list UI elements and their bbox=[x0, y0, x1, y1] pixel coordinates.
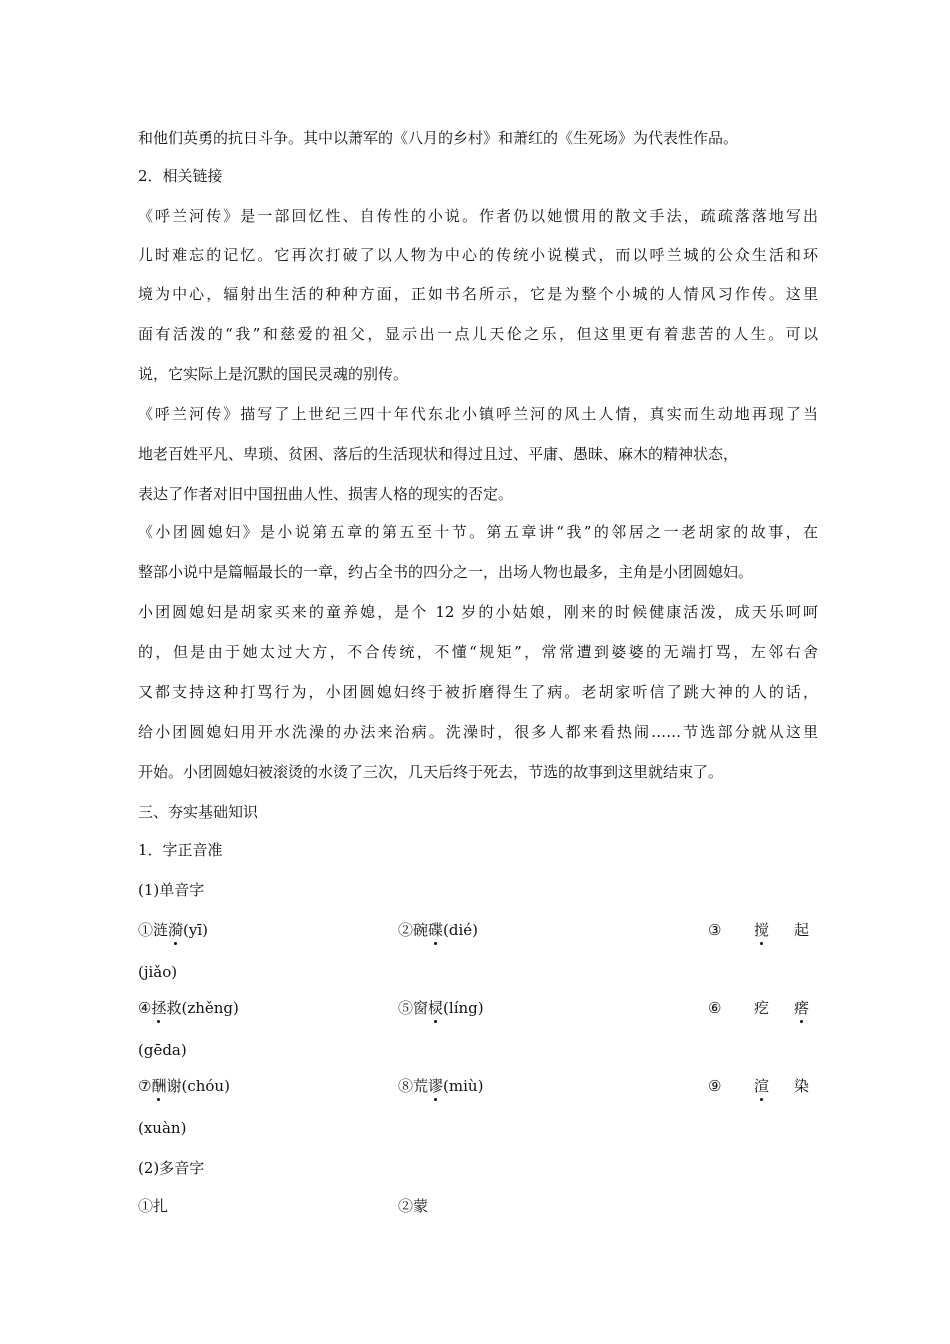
pron-item-char: 搅 bbox=[754, 921, 770, 939]
paragraph-line: 的，但是由于她太过大方，不合传统，不懂“规矩”，常常遭到婆婆的无端打骂，左邻右舍 bbox=[138, 643, 818, 661]
paragraph-line: 面有活泼的“我”和慈爱的祖父，显示出一点儿天伦之乐，但这里更有着悲苦的人生。可以 bbox=[138, 325, 818, 343]
multi-item: ②蒙 bbox=[398, 1197, 429, 1215]
section-heading: 三、夯实基础知识 bbox=[138, 803, 259, 821]
paragraph-line: 《呼兰河传》是一部回忆性、自传性的小说。作者仍以她惯用的散文手法，疏疏落落地写出 bbox=[138, 207, 818, 225]
subsection-heading: 1．字正音准 bbox=[138, 841, 223, 859]
paragraph-line: 儿时难忘的记忆。它再次打破了以人物为中心的传统小说模式，而以呼兰城的公众生活和环 bbox=[138, 246, 818, 264]
section-heading: 2．相关链接 bbox=[138, 167, 223, 185]
pron-item: ①涟漪(yī) bbox=[138, 921, 209, 939]
pron-item: ②碗碟(dié) bbox=[398, 921, 479, 939]
pron-item-char: 疙 bbox=[754, 999, 770, 1017]
pron-item: ⑧荒谬(miù) bbox=[398, 1077, 484, 1095]
paragraph-line: 说，它实际上是沉默的国民灵魂的别传。 bbox=[138, 365, 409, 383]
paragraph-line: 表达了作者对旧中国扭曲人性、损害人格的现实的否定。 bbox=[138, 485, 514, 503]
pron-item-number: ③ bbox=[708, 921, 722, 939]
paragraph-line: 地老百姓平凡、卑琐、贫困、落后的生活现状和得过且过、平庸、愚昧、麻木的精神状态， bbox=[138, 445, 739, 463]
pron-item-char: 起 bbox=[794, 921, 810, 939]
paragraph-line: 又都支持这种打骂行为，小团圆媳妇终于被折磨得生了病。老胡家听信了跳大神的人的话， bbox=[138, 683, 818, 701]
pron-item-char: 渲 bbox=[754, 1077, 770, 1095]
pron-item-number: ⑥ bbox=[708, 999, 722, 1017]
paragraph-line: 境为中心，辐射出生活的种种方面，正如书名所示，它是为整个小城的人情风习作传。这里 bbox=[138, 285, 818, 303]
paragraph-line: 《呼兰河传》描写了上世纪三四十年代东北小镇呼兰河的风土人情，真实而生动地再现了当 bbox=[138, 405, 818, 423]
pron-item-pinyin: (gēda) bbox=[138, 1041, 187, 1059]
pron-item-char: 瘩 bbox=[794, 999, 810, 1017]
pron-item-pinyin: (jiǎo) bbox=[138, 963, 178, 981]
pron-item-number: ⑨ bbox=[708, 1077, 722, 1095]
subsection-heading: (2)多音字 bbox=[138, 1159, 205, 1177]
paragraph-line: 整部小说中是篇幅最长的一章，约占全书的四分之一，出场人物也最多，主角是小团圆媳妇。 bbox=[138, 563, 754, 581]
pron-item: ⑦酬谢(chóu) bbox=[138, 1077, 230, 1095]
pron-item: ⑤窗棂(líng) bbox=[398, 999, 484, 1017]
pron-item-char: 染 bbox=[794, 1077, 810, 1095]
multi-item: ①扎 bbox=[138, 1197, 169, 1215]
paragraph-line: 开始。小团圆媳妇被滚烫的水烫了三次，几天后终于死去，节选的故事到这里就结束了。 bbox=[138, 763, 724, 781]
subsection-heading: (1)单音字 bbox=[138, 881, 205, 899]
paragraph-line: 小团圆媳妇是胡家买来的童养媳，是个 12 岁的小姑娘，刚来的时候健康活泼，成天乐呵呵 bbox=[138, 603, 818, 621]
pron-item-pinyin: (xuàn) bbox=[138, 1119, 187, 1137]
pron-item: ④拯救(zhěng) bbox=[138, 999, 239, 1017]
paragraph-line: 和他们英勇的抗日斗争。其中以萧军的《八月的乡村》和萧红的《生死场》为代表性作品。 bbox=[138, 129, 739, 147]
paragraph-line: 《小团圆媳妇》是小说第五章的第五至十节。第五章讲“我”的邻居之一老胡家的故事，在 bbox=[138, 523, 818, 541]
paragraph-line: 给小团圆媳妇用开水洗澡的办法来治病。洗澡时，很多人都来看热闹……节选部分就从这里 bbox=[138, 723, 818, 741]
